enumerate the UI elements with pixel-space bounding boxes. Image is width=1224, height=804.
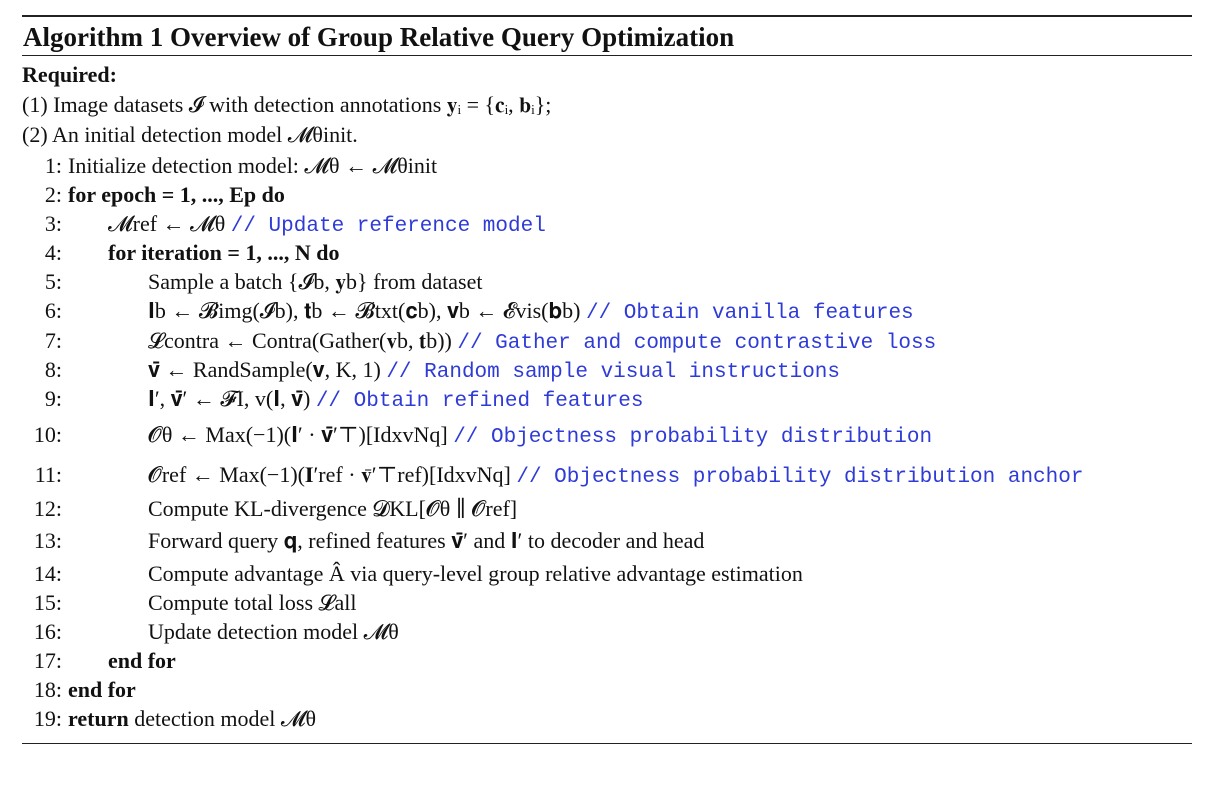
comment: // Random sample visual instructions	[386, 361, 841, 384]
comment: // Gather and compute contrastive loss	[457, 332, 937, 355]
comment: // Obtain vanilla features	[586, 302, 914, 325]
algorithm-body: Required: (1) Image datasets 𝓘 with detection annotations 𝐲ᵢ = {𝐜ᵢ, 𝐛ᵢ}; (2) An initial detection model 𝓜θinit. 1: Initialize detection model: 𝓜θ ← 𝓜θinit 2: for epoch = 1, ..., Ep do 3: 𝓜ref ← 𝓜θ // Update reference model 4: for iteration = 1, ..., N do 5: Sample a batch {𝓘b, 𝐲b} from dataset 6: 𝐈b ← 𝓑img(𝓘b), 𝐭b ← 𝓑txt(𝐜b), 𝐯b ← 𝓔vis(𝐛b) // Obtain vanilla features 7: 𝓛contra ← Contra(Gather(𝐯b, 𝐭b)) // Gather and compute contrastive loss 8: 𝐯̄ ← RandSample(𝐯, K, 1) // Random sample visual instructions 9: 𝐈′, 𝐯̄′ ← 𝓕I, v(𝐈, 𝐯̄) // Obtain refined features 10: 𝓞θ ← Max(−1)(𝐈′ · 𝐯̄′⊤)[IdxvNq] // Objectness probability distribution 11: 𝓞ref ← Max(−1)(𝐈′ref · 𝐯̄′⊤ref)[IdxvNq] // Objectness probability distribution anchor 12: Compute KL-divergence 𝓓KL[𝓞θ ∥ 𝓞ref] 13: Forward query 𝐪, refined features 𝐯̄′ and 𝐈′ to decoder and head 14: Compute advantage Â via query-level group relative advantage estimation 15: Compute total loss 𝓛all 16: Update detection model 𝓜θ 17: end for 18: end for 19: return detection model 𝓜θ	[22, 62, 1084, 731]
bottom-rule	[22, 743, 1192, 744]
required-heading: Required:	[22, 62, 117, 87]
comment: // Objectness probability distribution anchor	[516, 466, 1084, 489]
comment: // Obtain refined features	[315, 390, 644, 413]
required-item-1: (1) Image datasets 𝓘 with detection annotations 𝐲ᵢ = {𝐜ᵢ, 𝐛ᵢ};	[22, 92, 552, 117]
comment: // Update reference model	[230, 215, 546, 238]
algorithm-title: Algorithm 1 Overview of Group Relative Query Optimization	[23, 22, 735, 52]
algorithm-block	[22, 15, 1192, 756]
return-keyword: return	[68, 706, 129, 731]
required-item-2: (2) An initial detection model 𝓜θinit.	[22, 122, 358, 147]
comment: // Objectness probability distribution	[453, 426, 933, 449]
